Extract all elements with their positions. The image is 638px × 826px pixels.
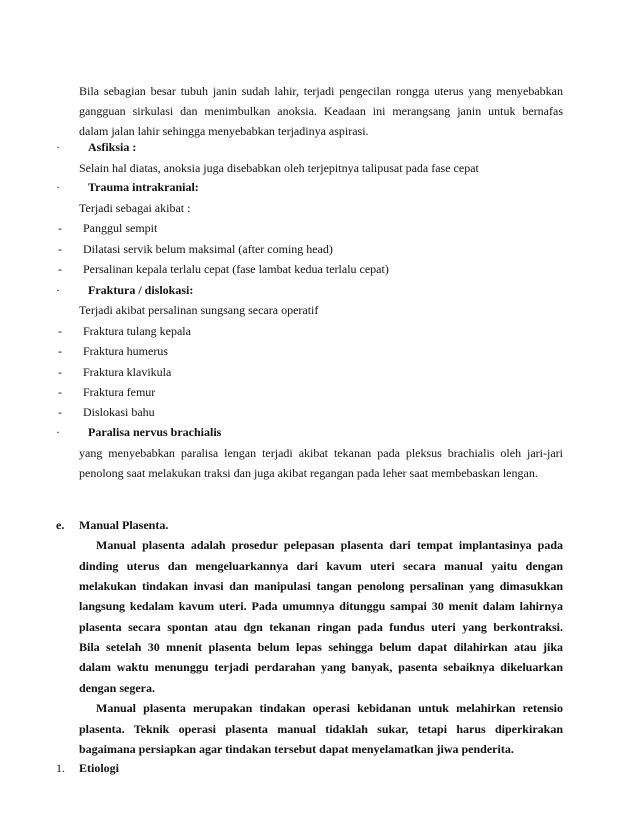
manual-plasenta-line: melakukan tindakan invasi dan manipulasi tangan penolong persalinan yang dimasukkan (79, 579, 563, 593)
fraktura-item: Fraktura femur (83, 385, 156, 399)
manual-plasenta-line: langsung kedalam kavum uteri. Pada umumnya ditunggu sampai 30 menit dalam lahirnya (79, 599, 563, 613)
fraktura-item-dash: - (58, 385, 62, 399)
trauma-item: Panggul sempit (83, 221, 158, 235)
paralisa-line-1: yang menyebabkan paralisa lengan terjadi akibat tekanan pada pleksus brachialis oleh jari-jari (79, 446, 563, 460)
trauma-heading: Trauma intrakranial: (88, 180, 199, 194)
trauma-bullet: · (56, 180, 60, 194)
etiologi-heading: Etiologi (79, 761, 120, 775)
fraktura-intro: Terjadi akibat persalinan sungsang secara operatif (79, 303, 319, 317)
fraktura-item: Dislokasi bahu (83, 405, 155, 419)
asfiksia-bullet: · (56, 140, 60, 154)
manual-plasenta-line: dalam waktu menunggu terjadi perdarahan yang banyak, pasenta sebaiknya dikeluarkan (79, 660, 563, 674)
paralisa-line-2: penolong saat melakukan traksi dan juga akibat regangan pada leher saat membebaskan lengan. (79, 466, 538, 480)
manual-plasenta-line: Bila setelah 30 mnenit plasenta belum lepas sehingga belum dapat dilahirkan atau jika (79, 640, 563, 654)
fraktura-item-dash: - (58, 324, 62, 338)
manual-plasenta-line: plasenta secara spontan atau dgn tekanan ringan pada fundus uteri yang berkontraksi. (79, 620, 563, 634)
asfiksia-text: Selain hal diatas, anoksia juga disebabkan oleh terjepitnya talipusat pada fase cepat (79, 161, 479, 175)
intro-line-1: Bila sebagian besar tubuh janin sudah lahir, terjadi pengecilan rongga uterus yang menyebabkan (79, 84, 563, 98)
fraktura-item: Fraktura klavikula (83, 365, 172, 379)
etiologi-marker: 1. (56, 761, 65, 775)
manual-plasenta-line: Manual plasenta merupakan tindakan operasi kebidanan untuk melahirkan retensio (96, 701, 563, 715)
fraktura-item: Fraktura humerus (83, 344, 168, 358)
fraktura-item-dash: - (58, 405, 62, 419)
trauma-intro: Terjadi sebagai akibat : (79, 201, 191, 215)
section-e-marker: e. (56, 518, 65, 532)
manual-plasenta-line: plasenta. Teknik operasi plasenta manual tidaklah sukar, tetapi harus diperkirakan (79, 722, 563, 736)
fraktura-heading: Fraktura / dislokasi: (88, 283, 194, 297)
fraktura-bullet: · (56, 283, 60, 297)
manual-plasenta-line: Manual plasenta adalah prosedur pelepasan plasenta dari tempat implantasinya pada (96, 538, 563, 552)
asfiksia-heading: Asfiksia : (88, 140, 137, 154)
paralisa-bullet: · (56, 425, 60, 439)
manual-plasenta-line: dinding uterus dan mengeluarkannya dari kavum uteri secara manual yaitu dengan (79, 559, 563, 573)
manual-plasenta-line: bagaimana persiapkan agar tindakan tersebut dapat menyelamatkan jiwa penderita. (79, 742, 514, 756)
trauma-item: Persalinan kepala terlalu cepat (fase lambat kedua terlalu cepat) (83, 262, 389, 276)
trauma-item-dash: - (58, 221, 62, 235)
trauma-item-dash: - (58, 262, 62, 276)
intro-line-3: dalam jalan lahir sehingga menyebabkan terjadinya aspirasi. (79, 124, 369, 138)
manual-plasenta-line: dengan segera. (79, 681, 155, 695)
trauma-item-dash: - (58, 242, 62, 256)
section-e-heading: Manual Plasenta. (79, 518, 169, 532)
trauma-item: Dilatasi servik belum maksimal (after coming head) (83, 242, 333, 256)
fraktura-item-dash: - (58, 365, 62, 379)
intro-line-2: gangguan sirkulasi dan menimbulkan anoksia. Keadaan ini merangsang janin untuk bernafas (79, 104, 563, 118)
fraktura-item: Fraktura tulang kepala (83, 324, 191, 338)
fraktura-item-dash: - (58, 344, 62, 358)
paralisa-heading: Paralisa nervus brachialis (88, 425, 222, 439)
